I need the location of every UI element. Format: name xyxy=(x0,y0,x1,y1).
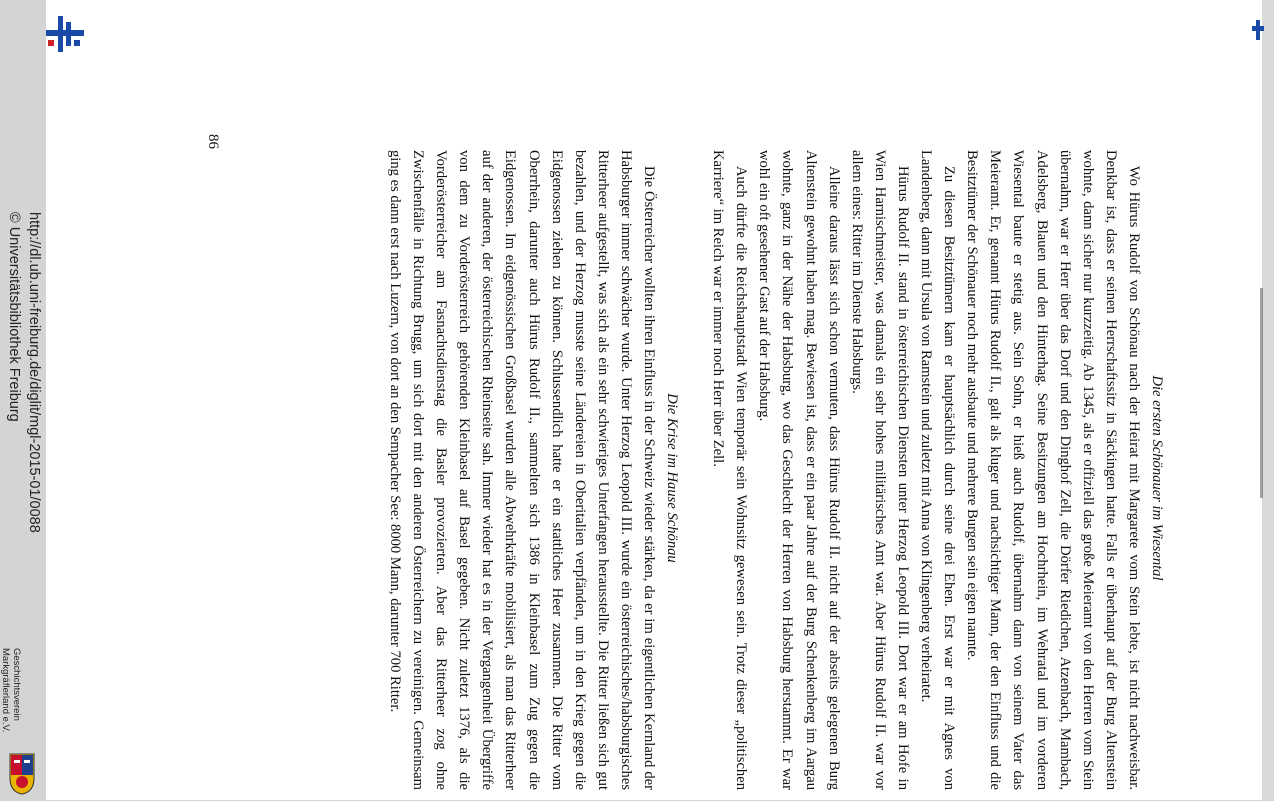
coat-of-arms-icon xyxy=(8,752,36,796)
paragraph: Auch dürfte die Reichshauptstadt Wien temporär sein Wohnsitz gewesen sein. Trotz dieser „politischen Karriere“ im Reich war er immer noch Herr über Zell. xyxy=(710,150,750,790)
document-page xyxy=(46,0,1262,800)
publisher-label xyxy=(0,648,22,733)
body-text xyxy=(383,150,1168,790)
paragraph: Zu diesen Besitztümern kam er hauptsächlich durch seine drei Ehen. Erst war er mit Agnes von Landenberg, dann mit Ursula von Ramstein und zuletzt mit Anna von Klingenberg verheiratet. xyxy=(918,150,958,790)
source-footer xyxy=(4,212,44,533)
section-heading-krise: Die Krise im Hause Schönau xyxy=(664,393,681,563)
copyright-notice: © Universitätsbibliothek Freiburg xyxy=(6,212,22,422)
university-library-logo-icon xyxy=(46,16,86,52)
page-number: 86 xyxy=(205,134,221,149)
paragraph: Alleine daraus lässt sich schon vermuten, dass Hürus Rudolf II. nicht auf der abseits gelegenen Burg Altenstein gewohnt haben mag. Bewiesen ist, dass er ein paar Jahre auf der Burg Schenkenberg im Aargau wohnte, ganz in der Nähe der Habsburg, wo das Geschlecht der Herren von Habsburg herstammt. Er war wohl ein oft gesehener Gast auf der Habsburg. xyxy=(756,150,842,790)
paragraph: Die Österreicher wollten ihren Einfluss in der Schweiz wieder stärken, da er im eigentlichen Kernland der Habsburger immer schwächer wurde. Unter Herzog Leopold III. wurde ein österreichisches/habsburgisches Ritterheer aufgestellt, was sich als ein sehr schwieriges Unterfangen herausstellte. Die Ritter ließen sich gut bezahlen, und der Herzog musste seine Ländereien in Oberitalien verpfänden, um in den Krieg gegen die Eidgenossen ziehen zu können. Schlussendlich hatte er ein stattliches Heer zusammen. Die Ritter vom Oberrhein, darunter auch Hürus Rudolf II., sammelten sich 1386 in Kleinbasel zum Zug gegen die Eidgenossen. Im eidgenössischen Großbasel wurden alle Abwehrkräfte mobilisiert, als man das Ritterheer auf der anderen, der österreichischen Rheinseite sah. Immer wieder hat es in der Vergangenheit Übergriffe von dem zu Vorderösterreich gehörenden Kleinbasel auf Basel gegeben. Nicht zuletzt 1376, als die Vorderösterreicher am Fasnachtsdienstag die Basler provozierten. Aber das Ritterheer zog ohne Zwischenfälle in Richtung Brugg, um sich dort mit den anderen Österreichern zu vereinigen. Gemeinsam ging es dann erst nach Luzern, von dort an den Sempacher See: 8000 Mann, darunter 700 Ritter. xyxy=(387,150,658,790)
university-library-logo-icon xyxy=(1252,20,1264,40)
publisher-line: Markgräflerland e.V. xyxy=(0,648,11,733)
source-url[interactable]: http://dl.ub.uni-freiburg.de/diglit/mgl-2015-01/0088 xyxy=(26,212,42,533)
paragraph: Hürus Rudolf II. stand in österreichischen Diensten unter Herzog Leopold III. Dort war er am Hofe in Wien Harnischmeister, was damals ein sehr hohes militärisches Amt war. Aber Hürus Rudolf II. war vor allem eines: Ritter im Dienste Habsburgs. xyxy=(848,150,911,790)
publisher-line: Geschichtsverein xyxy=(11,648,22,721)
adjacent-page-text-fragment xyxy=(1258,288,1268,508)
paragraph: Wo Hürus Rudolf von Schönau nach der Heirat mit Margarete vom Stein lebte, ist nicht nachweisbar. Denkbar ist, dass er seinen Herrschaftssitz in Säckingen hatte. Falls er überhaupt auf der Burg Altenstein wohnte, dann sicher nur kurzzeitig. Ab 1345, als er offiziell das große Meieramt von den Herren vom Stein übernahm, war er Herr über das Dorf und den Dinghof Zell, die Dörfer Riedichen, Atzenbach, Mambach, Adelsberg, Blauen und den Hinterhag. Seine Besitzungen am Hochrhein, im Wehratal und im vorderen Wiesental baute er stetig aus. Sein Sohn, er hieß auch Rudolf, übernahm dann von seinem Vater das Meieramt. Er, genannt Hürus Rudolf II., galt als kluger und nachsichtiger Mann, der den Einfluss und die Besitztümer der Schönauer noch mehr ausbaute und mehrere Burgen sein eigen nannte. xyxy=(964,150,1142,790)
section-heading-first-schoenauer: Die ersten Schönauer im Wiesental xyxy=(1149,375,1165,581)
